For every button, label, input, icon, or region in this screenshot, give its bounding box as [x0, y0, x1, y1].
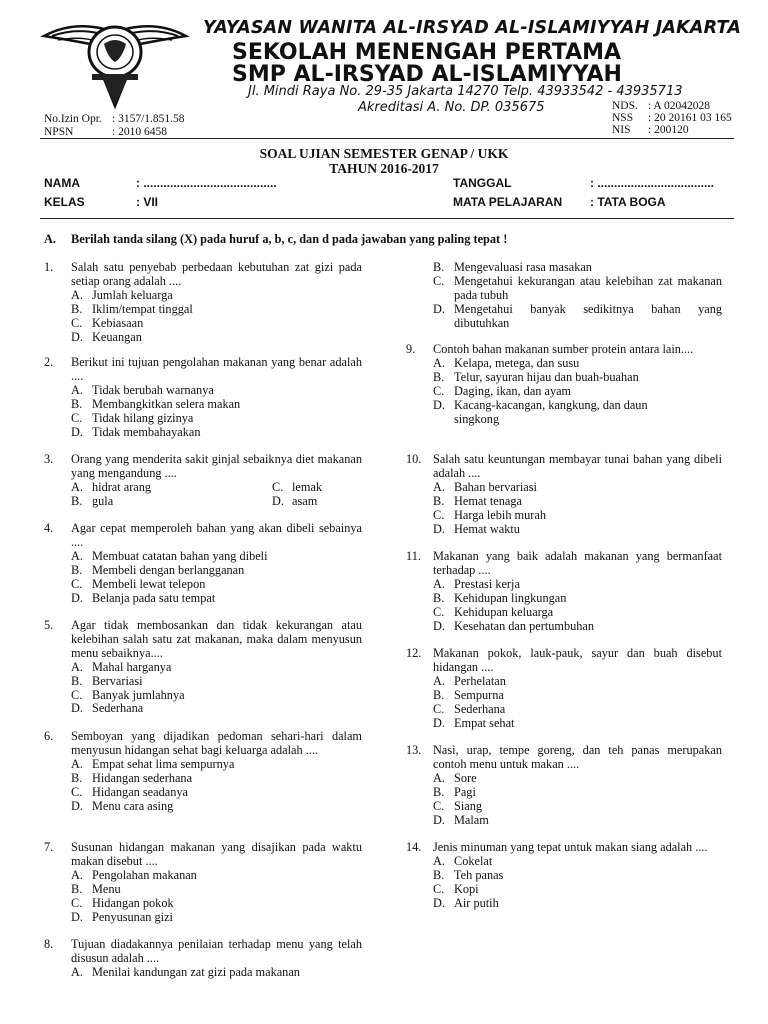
question-stem: Makanan pokok, lauk-pauk, sayur dan buah disebut hidangan .... [433, 646, 722, 674]
question-number: 10. [406, 452, 422, 466]
nama-label: NAMA [44, 176, 80, 190]
option-letter: B. [433, 687, 445, 702]
question-2 [44, 356, 362, 439]
option-text: Hidangan pokok [92, 895, 174, 910]
question-number: 11. [406, 549, 421, 563]
option-letter: C. [433, 798, 445, 813]
option-letter: A. [433, 479, 445, 494]
question-number: 3. [44, 452, 54, 466]
option-text: Keuangan [92, 329, 142, 344]
option-letter: B. [71, 770, 83, 785]
option-letter: A. [71, 479, 83, 494]
option-text: Menu [92, 881, 121, 896]
option-letter: B. [433, 493, 445, 508]
option-text: Mengetahui kekurangan atau kelebihan zat makanan pada tubuh [454, 273, 722, 302]
option-letter: B. [71, 301, 83, 316]
question-number: 2. [44, 355, 54, 369]
option-letter: D. [433, 812, 445, 827]
option-text: Sederhana [92, 701, 144, 716]
option-a[interactable] [406, 357, 722, 371]
question-9 [406, 343, 722, 426]
option-text: Pengolahan makanan [92, 867, 197, 882]
option-text: Bahan bervariasi [454, 479, 537, 494]
option-text: Hemat tenaga [454, 493, 522, 508]
option-a[interactable] [406, 481, 722, 495]
instruction-letter: A. [44, 232, 56, 246]
option-text: Cokelat [454, 853, 493, 868]
question-stem: Makanan yang baik adalah makanan yang bermanfaat terhadap .... [433, 549, 722, 577]
option-text: Kacang-kacangan, kangkung, dan daun singkong [454, 397, 648, 426]
option-text: Jumlah keluarga [92, 287, 173, 302]
option-c[interactable] [406, 385, 722, 399]
option-letter: A. [433, 576, 445, 591]
question-5 [44, 619, 362, 716]
option-letter: A. [71, 964, 83, 979]
question-10 [406, 453, 722, 536]
option-c[interactable] [44, 412, 362, 426]
question-6 [44, 730, 362, 813]
option-letter: D. [433, 521, 445, 536]
option-d[interactable]: asam [292, 493, 318, 508]
question-stem: Susunan hidangan makanan yang disajikan pada waktu makan disebut .... [71, 840, 362, 868]
question-number: 12. [406, 646, 422, 660]
option-letter: A. [433, 770, 445, 785]
option-b[interactable] [406, 261, 722, 275]
option-text: Air putih [454, 895, 499, 910]
option-text: Siang [454, 798, 483, 813]
option-a[interactable] [406, 578, 722, 592]
option-letter: B. [433, 784, 445, 799]
option-b[interactable]: gula [92, 493, 114, 508]
question-1 [44, 261, 362, 344]
option-letter: C. [433, 273, 445, 288]
option-letter: B. [71, 562, 83, 577]
question-4 [44, 522, 362, 605]
option-text: Kehidupan keluarga [454, 604, 554, 619]
option-text: Kopi [454, 881, 479, 896]
option-letter: B. [71, 493, 83, 508]
option-b[interactable] [406, 592, 722, 606]
izin-label: No.Izin Opr. [44, 113, 102, 125]
option-text: Mahal harganya [92, 659, 172, 674]
option-letter: A. [71, 756, 83, 771]
question-stem: Agar tidak membosankan dan tidak kekurangan atau kelebihan salah satu zat makanan, maka dalam menyusun menu sebaiknya.... [71, 618, 362, 660]
mapel-value: : TATA BOGA [590, 195, 666, 209]
option-text: Sederhana [454, 701, 506, 716]
option-b[interactable] [44, 564, 362, 578]
option-text: Sempurna [454, 687, 504, 702]
option-letter: D. [433, 301, 445, 316]
option-c[interactable] [406, 509, 722, 523]
option-c[interactable] [44, 317, 362, 331]
question-stem: Nasi, urap, tempe goreng, dan teh panas merupakan contoh menu untuk makan .... [433, 743, 722, 771]
option-text: Tidak hilang gizinya [92, 410, 194, 425]
question-number: 13. [406, 743, 422, 757]
option-b[interactable] [406, 786, 722, 800]
option-letter: D. [71, 909, 83, 924]
nama-field[interactable]: : ........................................ [136, 176, 277, 190]
izin-value: : 3157/1.851.58 [112, 113, 185, 125]
school-type: SEKOLAH MENENGAH PERTAMA [232, 40, 622, 65]
question-stem: Tujuan diadakannya penilaian terhadap menu yang telah disusun adalah .... [71, 937, 362, 965]
question-number: 6. [44, 729, 54, 743]
option-letter: A. [71, 382, 83, 397]
question-11 [406, 550, 722, 633]
option-text: Membuat catatan bahan yang dibeli [92, 548, 268, 563]
option-letter: C. [71, 410, 83, 425]
question-3 [44, 453, 362, 509]
school-address: Jl. Mindi Raya No. 29-35 Jakarta 14270 Telp. 43933542 - 43935713 [248, 84, 683, 99]
option-c[interactable] [44, 689, 362, 703]
option-row [44, 481, 362, 495]
option-letter: B. [433, 369, 445, 384]
mapel-label: MATA PELAJARAN [453, 195, 563, 209]
foundation-name: YAYASAN WANITA AL-IRSYAD AL-ISLAMIYYAH JAKARTA [203, 18, 742, 38]
header-rule [40, 138, 734, 139]
option-b[interactable] [406, 869, 722, 883]
option-c[interactable] [406, 800, 722, 814]
nss-value: : 20 20161 03 165 [648, 112, 732, 124]
option-letter: C. [71, 687, 83, 702]
option-row [44, 495, 362, 509]
option-b[interactable] [44, 303, 362, 317]
nis-value: : 200120 [648, 124, 689, 136]
option-d[interactable] [406, 303, 722, 331]
option-text: Membangkitkan selera makan [92, 396, 241, 411]
option-a[interactable] [44, 550, 362, 564]
option-d[interactable] [406, 897, 722, 911]
option-d[interactable] [44, 592, 362, 606]
title-rule [40, 218, 734, 219]
option-text: Membeli lewat telepon [92, 576, 206, 591]
option-letter: A. [433, 355, 445, 370]
option-text: Tidak berubah warnanya [92, 382, 214, 397]
question-12 [406, 647, 722, 730]
option-c[interactable] [406, 606, 722, 620]
option-d[interactable] [44, 426, 362, 440]
option-b[interactable] [406, 689, 722, 703]
option-letter: D. [433, 715, 445, 730]
option-letter: B. [433, 590, 445, 605]
option-letter: B. [71, 881, 83, 896]
question-number: 5. [44, 618, 54, 632]
instruction-text: Berilah tanda silang (X) pada huruf a, b, c, dan d pada jawaban yang paling tepat ! [71, 232, 508, 246]
option-a[interactable] [44, 384, 362, 398]
option-text: Kelapa, metega, dan susu [454, 355, 580, 370]
option-letter: C. [71, 784, 83, 799]
exam-title: SOAL UJIAN SEMESTER GENAP / UKK [259, 146, 509, 161]
option-a[interactable] [406, 772, 722, 786]
question-7 [44, 841, 362, 924]
option-b[interactable] [44, 772, 362, 786]
question-number: 7. [44, 840, 54, 854]
option-letter: D. [71, 701, 83, 716]
question-number: 4. [44, 521, 54, 535]
option-letter: A. [71, 659, 83, 674]
nds-value: : A 02042028 [648, 100, 710, 112]
kelas-label: KELAS [44, 195, 85, 209]
option-text: Iklim/tempat tinggal [92, 301, 193, 316]
option-letter: D. [433, 397, 445, 412]
question-8 [44, 938, 362, 980]
option-c[interactable] [44, 786, 362, 800]
option-letter: C. [71, 315, 83, 330]
option-d[interactable] [406, 620, 722, 634]
option-a[interactable] [406, 675, 722, 689]
option-text: Teh panas [454, 867, 504, 882]
question-number: 9. [406, 342, 416, 356]
option-b[interactable] [44, 398, 362, 412]
question-stem: Berikut ini tujuan pengolahan makanan yang benar adalah .... [71, 355, 362, 383]
option-a[interactable] [44, 758, 362, 772]
option-text: Kesehatan dan pertumbuhan [454, 618, 594, 633]
kelas-value: : VII [136, 195, 159, 209]
option-text: Bervariasi [92, 673, 143, 688]
option-d[interactable] [406, 814, 722, 828]
option-text: Kehidupan lingkungan [454, 590, 567, 605]
option-text: Penyusunan gizi [92, 909, 173, 924]
option-a[interactable] [44, 966, 362, 980]
option-letter: A. [71, 548, 83, 563]
question-stem: Semboyan yang dijadikan pedoman sehari-hari dalam menyusun hidangan sehat bagi keluarga adalah .... [71, 729, 362, 757]
npsn-value: : 2010 6458 [112, 126, 167, 138]
option-text: Menu cara asing [92, 798, 174, 813]
nds-label: NDS. [612, 100, 638, 112]
option-c[interactable] [44, 897, 362, 911]
option-b[interactable] [406, 371, 722, 385]
option-d[interactable] [44, 800, 362, 814]
school-name: SMP AL-IRSYAD AL-ISLAMIYYAH [232, 62, 622, 87]
option-d[interactable] [44, 331, 362, 345]
accreditation: Akreditasi A. No. DP. 035675 [358, 100, 545, 115]
option-c[interactable]: lemak [292, 479, 323, 494]
option-a[interactable]: hidrat arang [92, 479, 152, 494]
question-stem: Jenis minuman yang tepat untuk makan siang adalah .... [433, 840, 708, 854]
question-stem: Salah satu keuntungan membayar tunai bahan yang dibeli adalah .... [433, 452, 722, 480]
option-letter: D. [71, 329, 83, 344]
question-number: 14. [406, 840, 422, 854]
option-text: Menilai kandungan zat gizi pada makanan [92, 964, 300, 979]
option-letter: D. [433, 618, 445, 633]
option-letter: C. [433, 881, 445, 896]
option-text: Malam [454, 812, 489, 827]
option-letter: D. [71, 590, 83, 605]
option-b[interactable] [44, 883, 362, 897]
option-text: Banyak jumlahnya [92, 687, 185, 702]
option-letter: A. [433, 673, 445, 688]
question-8-continued [406, 261, 722, 331]
option-text: Tidak membahayakan [92, 424, 201, 439]
option-letter: D. [433, 895, 445, 910]
option-letter: B. [71, 673, 83, 688]
question-number: 8. [44, 937, 54, 951]
option-letter: C. [71, 576, 83, 591]
option-letter: A. [71, 287, 83, 302]
option-letter: C. [433, 604, 445, 619]
option-c[interactable] [406, 703, 722, 717]
option-letter: C. [433, 701, 445, 716]
question-stem: Orang yang menderita sakit ginjal sebaiknya diet makanan yang mengandung .... [71, 452, 362, 480]
option-text: Sore [454, 770, 477, 785]
option-text: Belanja pada satu tempat [92, 590, 216, 605]
option-letter: A. [433, 853, 445, 868]
option-a[interactable] [44, 661, 362, 675]
question-stem: Contoh bahan makanan sumber protein antara lain.... [433, 342, 694, 356]
option-letter: D. [71, 798, 83, 813]
option-text: Telur, sayuran hijau dan buah-buahan [454, 369, 639, 384]
option-c[interactable] [406, 883, 722, 897]
option-c[interactable] [406, 275, 722, 303]
option-d[interactable] [406, 399, 722, 427]
question-13 [406, 744, 722, 827]
tanggal-label: TANGGAL [453, 176, 512, 190]
question-14 [406, 841, 722, 911]
option-letter: B. [433, 867, 445, 882]
option-b[interactable] [406, 495, 722, 509]
option-letter: D. [71, 424, 83, 439]
option-text: Hidangan seadanya [92, 784, 188, 799]
option-letter: C. [272, 479, 284, 494]
option-a[interactable] [44, 289, 362, 303]
option-a[interactable] [406, 855, 722, 869]
question-stem: Agar cepat memperoleh bahan yang akan dibeli sebainya .... [71, 521, 362, 549]
option-a[interactable] [44, 869, 362, 883]
option-text: Hemat waktu [454, 521, 520, 536]
option-text: Pagi [454, 784, 476, 799]
tanggal-field[interactable]: : ................................... [590, 176, 715, 190]
option-letter: D. [272, 493, 284, 508]
option-letter: C. [71, 895, 83, 910]
option-letter: B. [433, 260, 445, 274]
option-text: Prestasi kerja [454, 576, 520, 591]
nis-label: NIS [612, 124, 631, 136]
option-text: Mengevaluasi rasa masakan [454, 260, 592, 274]
option-d[interactable] [406, 717, 722, 731]
school-logo [40, 14, 190, 112]
question-number: 1. [44, 260, 54, 274]
question-stem: Salah satu penyebab perbedaan kebutuhan zat gizi pada setiap orang adalah .... [71, 260, 362, 288]
exam-year: TAHUN 2016-2017 [329, 161, 439, 176]
option-d[interactable] [44, 702, 362, 716]
option-text: Empat sehat lima sempurnya [92, 756, 235, 771]
option-text: Daging, ikan, dan ayam [454, 383, 572, 398]
option-b[interactable] [44, 675, 362, 689]
option-text: Membeli dengan berlangganan [92, 562, 245, 577]
nss-label: NSS [612, 112, 634, 124]
option-text: Hidangan sederhana [92, 770, 193, 785]
option-letter: C. [433, 383, 445, 398]
npsn-label: NPSN [44, 126, 74, 138]
option-text: Perhelatan [454, 673, 506, 688]
option-d[interactable] [406, 523, 722, 537]
option-letter: A. [71, 867, 83, 882]
option-text: Mengetahui banyak sedikitnya bahan yang dibutuhkan [454, 301, 722, 330]
option-d[interactable] [44, 911, 362, 925]
option-c[interactable] [44, 578, 362, 592]
option-text: Empat sehat [454, 715, 515, 730]
option-text: Harga lebih murah [454, 507, 546, 522]
option-letter: C. [433, 507, 445, 522]
option-letter: B. [71, 396, 83, 411]
option-text: Kebiasaan [92, 315, 144, 330]
